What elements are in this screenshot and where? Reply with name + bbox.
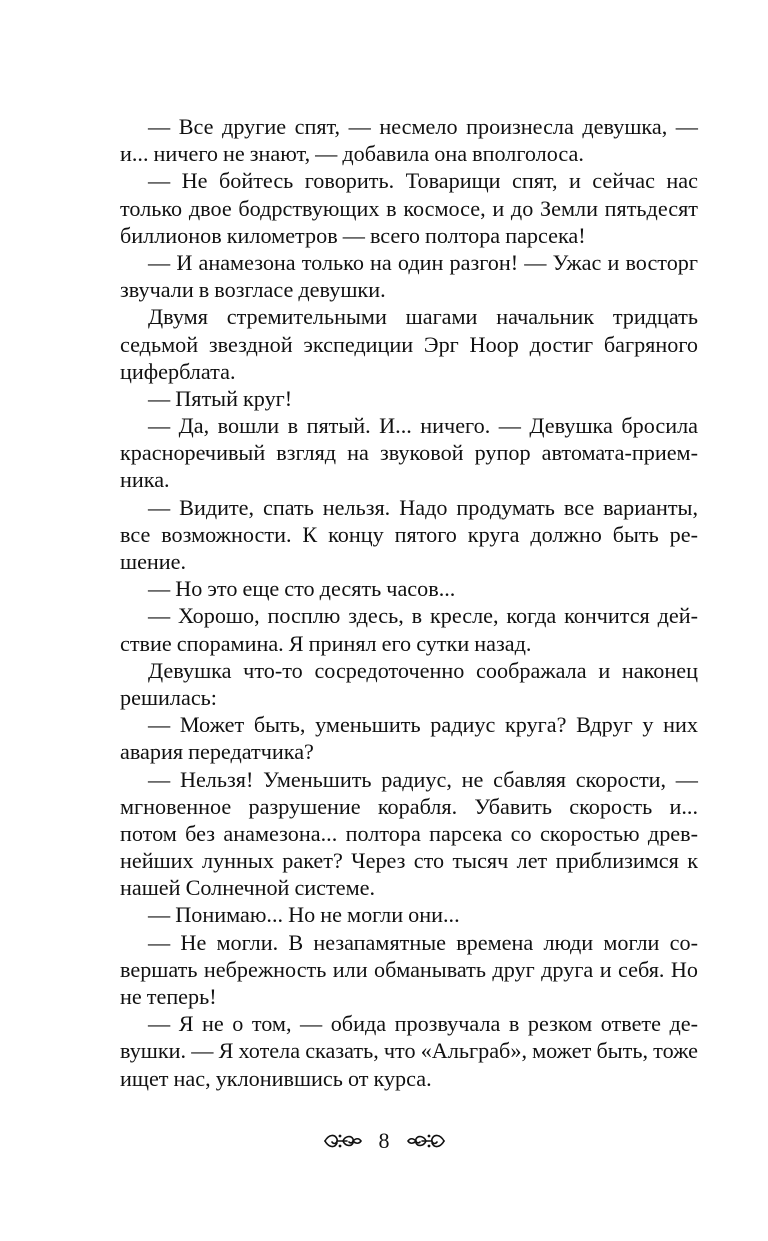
text-line: — Может быть, уменьшить радиус круга? Вдруг у них <box>148 712 698 738</box>
text-line: — Но это еще сто десять часов... <box>148 576 456 602</box>
text-line: — Хорошо, посплю здесь, в кресле, когда кончится дей- <box>148 603 698 629</box>
text-line: — Не могли. В незапамятные времена люди могли со- <box>148 929 698 955</box>
text-line: вушки. — Я хотела сказать, что «Альграб», может быть, тоже <box>120 1038 698 1064</box>
text-line: седьмой звездной экспедиции Эрг Ноор достиг багряного <box>120 331 698 357</box>
text-line: не теперь! <box>120 984 217 1009</box>
text-line: авария передатчика? <box>120 739 314 765</box>
text-line: — Все другие спят, — несмело произнесла девушка, — <box>148 114 698 139</box>
text-line: ищет нас, уклонившись от курса. <box>120 1065 432 1091</box>
text-line: нашей Солнечной системе. <box>120 875 376 901</box>
text-line: Девушка что-то сосредоточенно соображала и наконец <box>148 657 698 683</box>
text-line: красноречивый взгляд на звуковой рупор автомата-прием- <box>120 440 698 466</box>
text-line: — Понимаю... Но не могли они... <box>148 902 460 928</box>
text-line: и... ничего не знают, — добавила она вполголоса. <box>120 141 584 167</box>
text-line: нейших лунных ракет? Через сто тысяч лет приблизимся к <box>120 848 698 874</box>
text-line: — Я не о том, — обида прозвучала в резком ответе де- <box>148 1011 698 1037</box>
text-line: Двумя стремительными шагами начальник тридцать <box>148 304 698 330</box>
text-line: циферблата. <box>120 358 236 384</box>
book-page-text <box>120 113 698 1092</box>
text-line: звучали в возгласе девушки. <box>120 277 386 303</box>
text-line: — Да, вошли в пятый. И... ничего. — Девушка бросила <box>148 413 698 439</box>
page-footer <box>0 1124 768 1158</box>
flourish-ornament-icon <box>321 1130 365 1152</box>
flourish-ornament-icon <box>404 1130 448 1152</box>
text-line: ствие спорамина. Я принял его сутки назад. <box>120 630 532 656</box>
text-line: — Не бойтесь говорить. Товарищи спят, и сейчас нас <box>148 168 698 194</box>
text-line: — Нельзя! Уменьшить радиус, не сбавляя скорости, — <box>148 766 698 792</box>
text-line: — Пятый круг! <box>148 385 293 411</box>
text-line: шение. <box>120 549 187 574</box>
text-line: все возможности. К концу пятого круга должно быть ре- <box>120 521 698 547</box>
text-line: только двое бодрствующих в космосе, и до Земли пятьдесят <box>120 195 698 221</box>
text-line: — Видите, спать нельзя. Надо продумать все варианты, <box>148 494 698 520</box>
text-line: решилась: <box>120 684 217 710</box>
text-line: вершать небрежность или обманывать друг друга и себя. Но <box>120 956 698 982</box>
page-number: 8 <box>378 1128 390 1153</box>
text-line: ника. <box>120 467 170 493</box>
text-line: биллионов километров — всего полтора парсека! <box>120 222 586 248</box>
text-line: мгновенное разрушение корабля. Убавить скорость и... <box>120 793 698 819</box>
text-line: — И анамезона только на один разгон! — Ужас и восторг <box>148 249 698 275</box>
text-line: потом без анамезона... полтора парсека со скоростью древ- <box>120 820 698 846</box>
